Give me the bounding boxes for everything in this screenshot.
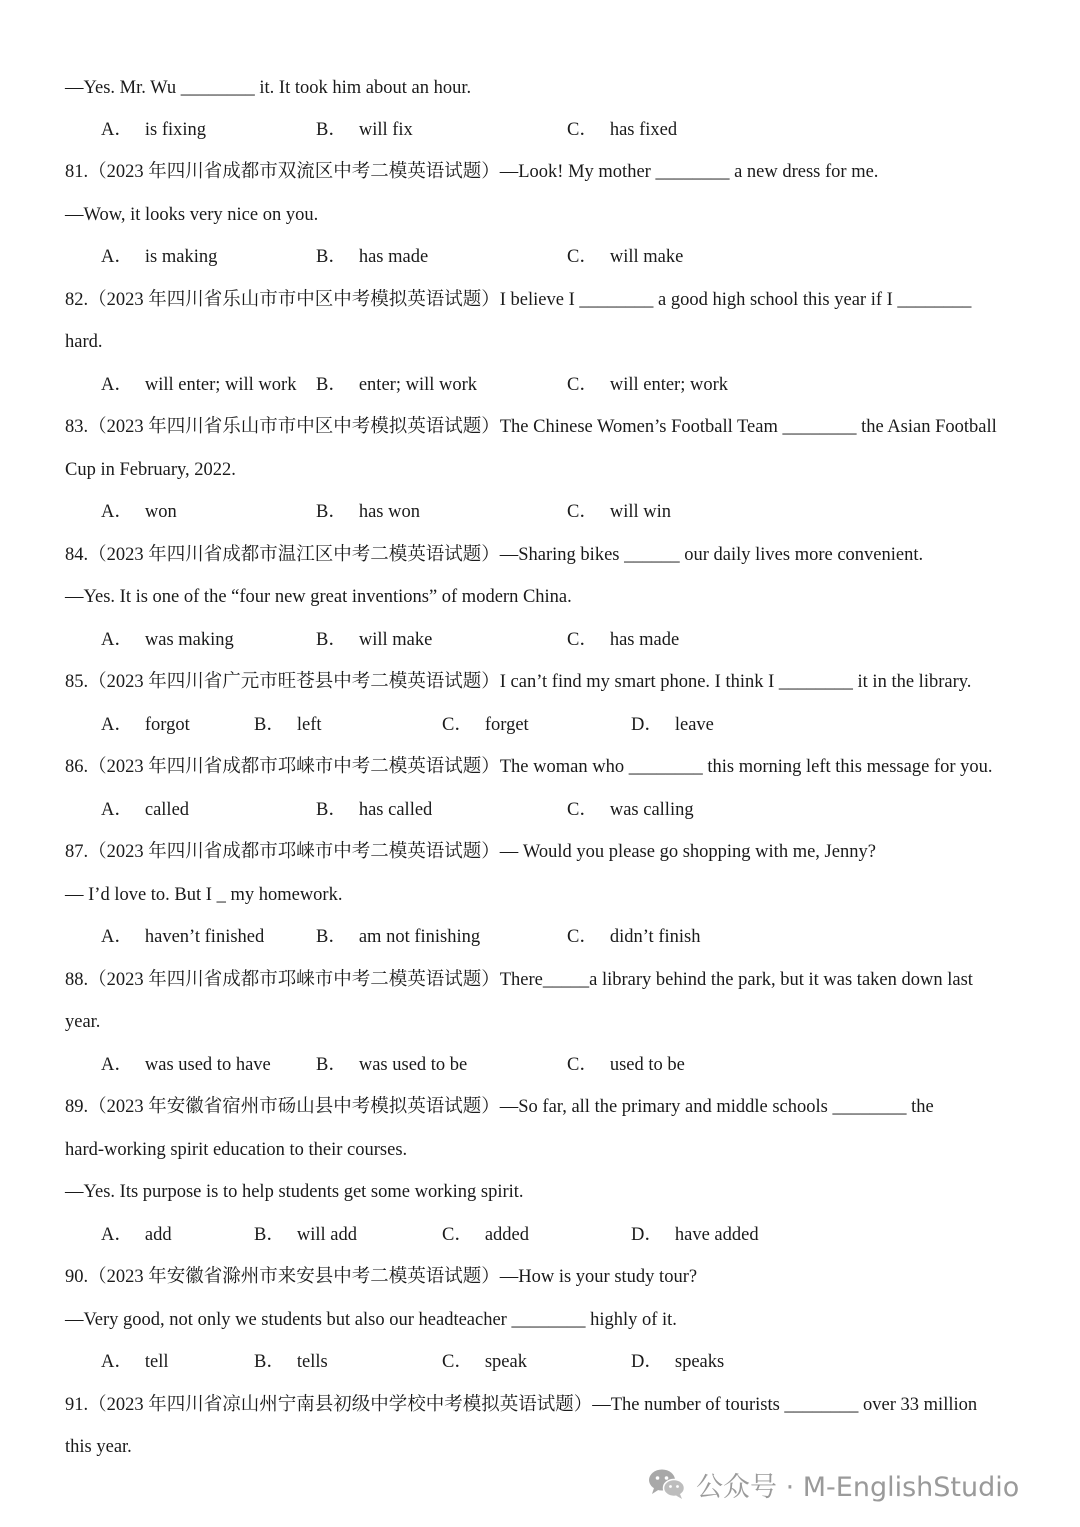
- option: A． will enter; will work: [101, 375, 297, 395]
- option: B． will make: [316, 630, 433, 650]
- option-row: [101, 628, 1001, 652]
- text-line: —Wow, it looks very nice on you.: [65, 205, 319, 225]
- option: A． was making: [101, 630, 234, 650]
- wechat-icon: [648, 1468, 686, 1500]
- option-row: [101, 245, 1001, 269]
- option: B． will fix: [316, 120, 413, 140]
- question-83: 83.（2023 年四川省乐山市市中区中考模拟英语试题）The Chinese Women’s Football Team ________ the Asian Football: [65, 417, 997, 437]
- question-81: 81.（2023 年四川省成都市双流区中考二模英语试题）—Look! My mother ________ a new dress for me.: [65, 162, 879, 182]
- question-82: 82.（2023 年四川省乐山市市中区中考模拟英语试题）I believe I ________ a good high school this year if I ________: [65, 290, 972, 310]
- option: A． tell: [101, 1352, 169, 1372]
- option: A． is making: [101, 247, 218, 267]
- option: C． will make: [567, 247, 684, 267]
- question-88: 88.（2023 年四川省成都市邛崃市中考二模英语试题）There_____a library behind the park, but it was taken down last: [65, 970, 973, 990]
- question-85: 85.（2023 年四川省广元市旺苍县中考二模英语试题）I can’t find my smart phone. I think I ________ it in the library.: [65, 672, 972, 692]
- option: B． has won: [316, 502, 420, 522]
- option-row: [101, 1053, 1001, 1077]
- option: B． tells: [254, 1352, 328, 1372]
- question-91: 91.（2023 年四川省凉山州宁南县初级中学校中考模拟英语试题）—The number of tourists ________ over 33 million: [65, 1395, 978, 1415]
- text-line: — I’d love to. But I _ my homework.: [65, 885, 343, 905]
- option: D． speaks: [631, 1352, 725, 1372]
- option: A． was used to have: [101, 1055, 271, 1075]
- text-line: this year.: [65, 1437, 132, 1457]
- question-89: 89.（2023 年安徽省宿州市砀山县中考模拟英语试题）—So far, all the primary and middle schools ________ the: [65, 1097, 934, 1117]
- text-line: hard.: [65, 332, 103, 352]
- option: C． was calling: [567, 800, 694, 820]
- option: D． have added: [631, 1225, 759, 1245]
- text-line: —Very good, not only we students but also our headteacher ________ highly of it.: [65, 1310, 677, 1330]
- option: C． didn’t finish: [567, 927, 701, 947]
- option: B． left: [254, 715, 322, 735]
- question-90: 90.（2023 年安徽省滁州市来安县中考二模英语试题）—How is your study tour?: [65, 1267, 698, 1287]
- text-line: —Yes. Mr. Wu ________ it. It took him about an hour.: [65, 78, 472, 98]
- option-row: [101, 798, 1001, 822]
- question-84: 84.（2023 年四川省成都市温江区中考二模英语试题）—Sharing bikes ______ our daily lives more convenient.: [65, 545, 924, 565]
- text-line: year.: [65, 1012, 101, 1032]
- option: C． has fixed: [567, 120, 678, 140]
- option: B． am not finishing: [316, 927, 481, 947]
- option: C． used to be: [567, 1055, 685, 1075]
- option: B． has called: [316, 800, 433, 820]
- option: B． was used to be: [316, 1055, 468, 1075]
- option: A． won: [101, 502, 177, 522]
- option: C． has made: [567, 630, 680, 650]
- option: A． forgot: [101, 715, 190, 735]
- option-row: [101, 500, 1001, 524]
- option: C． will enter; work: [567, 375, 729, 395]
- option: A． add: [101, 1225, 172, 1245]
- option: C． forget: [442, 715, 529, 735]
- option: C． will win: [567, 502, 671, 522]
- option-row: [101, 713, 1001, 737]
- option: C． speak: [442, 1352, 527, 1372]
- option-row: [101, 118, 1001, 142]
- option: A． haven’t finished: [101, 927, 265, 947]
- option: B． will add: [254, 1225, 357, 1245]
- option: A． is fixing: [101, 120, 207, 140]
- option: B． has made: [316, 247, 429, 267]
- text-line: hard-working spirit education to their courses.: [65, 1140, 408, 1160]
- option-row: [101, 1223, 1001, 1247]
- text-line: —Yes. It is one of the “four new great inventions” of modern China.: [65, 587, 572, 607]
- text-line: —Yes. Its purpose is to help students get some working spirit.: [65, 1182, 524, 1202]
- option-row: [101, 373, 1001, 397]
- option-row: [101, 925, 1001, 949]
- watermark: [648, 1466, 1019, 1502]
- option: C． added: [442, 1225, 530, 1245]
- option: B． enter; will work: [316, 375, 478, 395]
- question-86: 86.（2023 年四川省成都市邛崃市中考二模英语试题）The woman who ________ this morning left this message for you.: [65, 757, 993, 777]
- option: D． leave: [631, 715, 714, 735]
- option: A． called: [101, 800, 190, 820]
- question-87: 87.（2023 年四川省成都市邛崃市中考二模英语试题）— Would you please go shopping with me, Jenny?: [65, 842, 876, 862]
- watermark-text: 公众号 · M-EnglishStudio: [696, 1471, 1020, 1503]
- text-line: Cup in February, 2022.: [65, 460, 236, 480]
- option-row: [101, 1350, 1001, 1374]
